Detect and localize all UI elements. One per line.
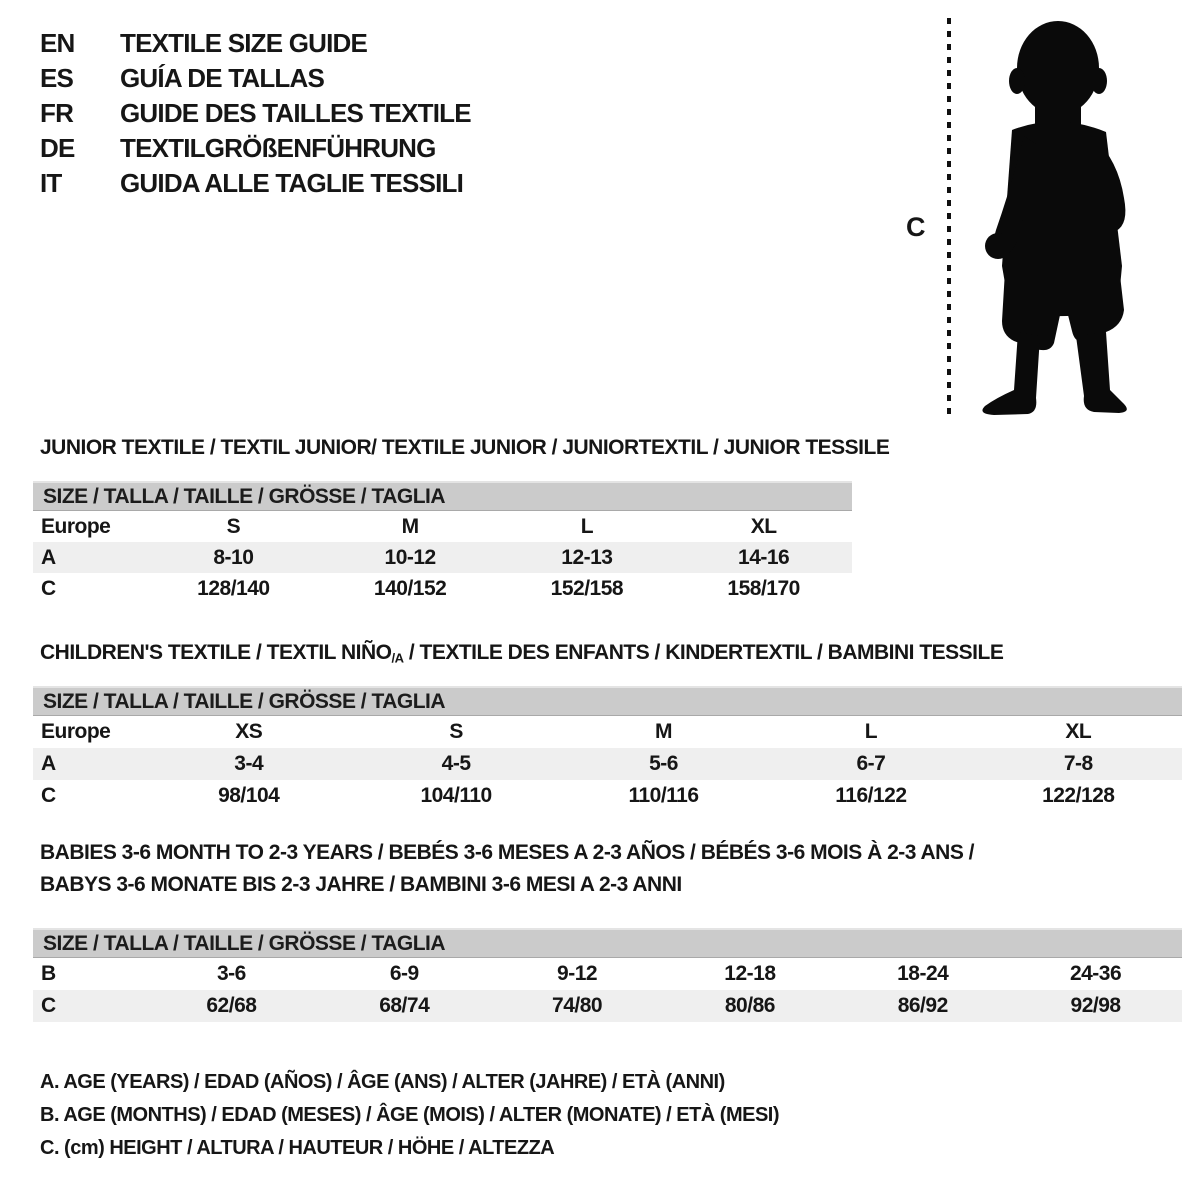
section-title-children-pre: CHILDREN'S TEXTILE / TEXTIL NIÑO [40,641,392,664]
language-code-fr: FR [40,98,74,128]
cell: 110/116 [628,784,699,807]
legend-line-age-months: B. AGE (MONTHS) / EDAD (MESES) / ÂGE (MOIS) / ALTER (MONATE) / ETÀ (MESI) [40,1104,780,1126]
section-title-babies-line2: BABYS 3-6 MONATE BIS 2-3 JAHRE / BAMBINI 3-6 MESI A 2-3 ANNI [40,873,682,896]
cell: 116/122 [835,784,907,807]
legend-line-age-years: A. AGE (YEARS) / EDAD (AÑOS) / ÂGE (ANS) / ALTER (JAHRE) / ETÀ (ANNI) [40,1071,725,1093]
section-title-children-sub: /A [391,650,404,666]
cell: M [401,514,419,538]
cell: 10-12 [384,545,436,569]
cell: XL [750,514,777,538]
language-row-fr [40,96,660,131]
cell: XL [1065,720,1092,743]
table-row-europe [33,511,852,542]
language-code-en: EN [40,28,75,58]
language-code-es: ES [40,63,74,93]
cell: 80/86 [724,994,775,1017]
language-row-es [40,61,660,96]
cell: M [654,720,672,743]
row-label: C [41,576,56,600]
table-babies [33,928,1182,1022]
cell: 92/98 [1070,994,1121,1017]
section-title-children-post: / TEXTILE DES ENFANTS / KINDERTEXTIL / BAMBINI TESSILE [403,641,1004,664]
cell: 140/152 [373,576,447,600]
table-row-age-years [33,748,1182,780]
language-title-list [40,26,660,201]
size-header-bar: SIZE / TALLA / TAILLE / GRÖSSE / TAGLIA [33,481,852,511]
row-label: A [41,752,56,775]
language-code-it: IT [40,168,62,198]
cell: 104/110 [420,784,492,807]
cell: L [864,720,878,743]
table-row-europe [33,716,1182,748]
cell: 5-6 [649,752,678,775]
toddler-silhouette-icon [972,14,1144,418]
language-title-es: GUÍA DE TALLAS [120,63,325,93]
language-row-en [40,26,660,61]
language-title-de: TEXTILGRÖßENFÜHRUNG [120,133,436,163]
section-title-children [40,641,1003,666]
cell: XS [235,720,263,743]
language-row-it [40,166,660,201]
section-title-junior: JUNIOR TEXTILE / TEXTIL JUNIOR/ TEXTILE JUNIOR / JUNIORTEXTIL / JUNIOR TESSILE [40,436,890,459]
table-row-height [33,990,1182,1022]
cell: 12-18 [724,962,776,985]
row-label: Europe [41,514,111,538]
table-row-height [33,573,852,604]
size-header-bar: SIZE / TALLA / TAILLE / GRÖSSE / TAGLIA [33,686,1182,716]
cell: 122/128 [1042,784,1115,807]
cell: 3-6 [216,962,246,985]
cell: 9-12 [557,962,598,985]
row-label: C [41,994,56,1017]
cell: 6-9 [389,962,419,985]
cell: S [226,514,241,538]
cell: 24-36 [1069,962,1122,985]
row-label: A [41,545,56,569]
cell: 98/104 [218,784,280,807]
language-title-fr: GUIDE DES TAILLES TEXTILE [120,98,471,128]
cell: 86/92 [897,994,948,1017]
language-row-de [40,131,660,166]
cell: 7-8 [1063,752,1093,775]
legend [40,1066,779,1165]
cell: 12-13 [561,545,613,569]
cell: S [449,720,463,743]
cell: 68/74 [379,994,430,1017]
size-header-bar: SIZE / TALLA / TAILLE / GRÖSSE / TAGLIA [33,928,1182,958]
table-row-age-years [33,542,852,573]
cell: 62/68 [206,994,257,1017]
table-junior [33,481,852,604]
cell: 18-24 [897,962,949,985]
cell: 152/158 [550,576,624,600]
cell: 74/80 [552,994,603,1017]
row-label: C [41,784,56,807]
language-code-de: DE [40,133,75,163]
cell: 3-4 [234,752,264,775]
cell: 4-5 [441,752,471,775]
cell: 158/170 [727,576,800,600]
row-label: B [41,962,56,985]
height-measure-dashed-line [947,18,951,415]
language-title-it: GUIDA ALLE TAGLIE TESSILI [120,168,464,198]
cell: 6-7 [856,752,886,775]
cell: 14-16 [738,545,790,569]
cell: 128/140 [197,576,270,600]
height-measure-label: C [906,212,926,242]
language-title-en: TEXTILE SIZE GUIDE [120,28,368,58]
table-row-height [33,780,1182,812]
section-title-babies-line1: BABIES 3-6 MONTH TO 2-3 YEARS / BEBÉS 3-6 MESES A 2-3 AÑOS / BÉBÉS 3-6 MOIS À 2-3 ANS / [40,841,975,864]
legend-line-height: C. (cm) HEIGHT / ALTURA / HAUTEUR / HÖHE / ALTEZZA [40,1137,555,1159]
cell: 8-10 [213,545,254,569]
table-children [33,686,1182,812]
table-row-age-months [33,958,1182,990]
row-label: Europe [41,720,111,743]
cell: L [580,514,594,538]
